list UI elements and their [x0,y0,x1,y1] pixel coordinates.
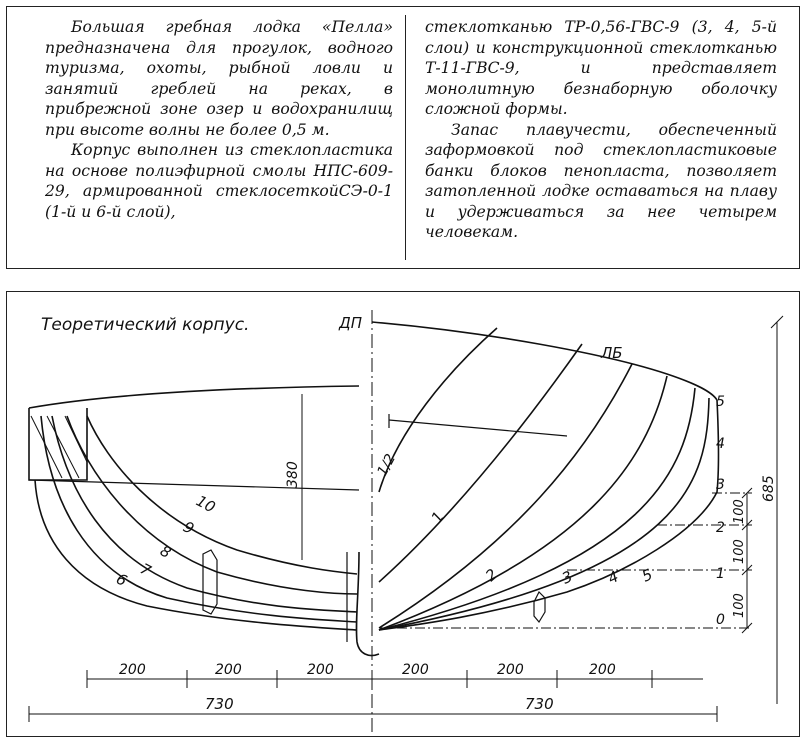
dim-200-label-4: 200 [402,662,429,678]
station-label-half: 1/2 [374,451,400,479]
keel-aft [356,552,379,656]
description-box [6,6,800,269]
station-label-1: 1 [427,508,448,527]
station-label-2: 2 [482,565,501,586]
station-label-6: 6 [113,569,131,591]
dim-100-label-2: 100 [732,539,747,564]
section-2 [379,364,632,628]
waterline-label-4: 4 [716,436,725,452]
paragraph-buoyancy: Запас плавучести, обеспеченный заформовкой под стеклопластиковые банки блоков пенопласта, позволяет затопленной лодке оставаться на плаву и удерживаться за нее четырем человекам. [425,120,777,241]
section-8 [52,416,357,612]
waterline-label-0: 0 [716,612,725,628]
section-1 [379,344,582,582]
station-label-8: 8 [157,541,175,563]
waterline-label-5: 5 [716,394,725,410]
dim-730-label-right: 730 [525,695,554,713]
section-half [379,328,497,492]
station-label-10: 10 [193,491,219,517]
station-label-5: 5 [639,565,656,586]
centerline-label: ДП [339,314,362,332]
waterline-label-3: 3 [716,477,725,493]
column-divider [405,15,406,260]
dim-100-label-3: 100 [732,593,747,618]
waterline-label-2: 2 [716,520,725,536]
paragraph-fabric: стеклотканью ТР-0,56-ГВС-9 (3, 4, 5-й слои) и конструкционной стеклотканью Т-11-ГВС-9, и представляет монолитную безнаборную оболочку сложной формы. [425,18,777,118]
fore-sections [372,322,719,630]
dim-200-label-3: 200 [307,662,334,678]
section-3 [379,376,667,630]
dim-380-label: 380 [285,461,301,488]
dim-200-label-6: 200 [589,662,616,678]
dim-200-label-1: 200 [119,662,146,678]
paragraph-purpose: Большая гребная лодка «Пелла» предназначена для прогулок, водного туризма, охоты, рыбной ловли и занятий греблей на реках, в прибрежной зоне озер и водохранилищ при высоте волны не более 0,5 м. [45,18,393,139]
station-label-3: 3 [559,567,576,588]
waterline-label-1: 1 [716,566,725,582]
section-4 [379,388,695,630]
drawing-title: Теоретический корпус. [41,315,250,335]
description-left-column [45,17,393,222]
dim-730-label-left: 730 [205,695,234,713]
dim-685-label: 685 [761,475,777,502]
body-plan-svg [7,292,801,738]
section-10 [87,416,357,574]
dim-200-label-2: 200 [215,662,242,678]
station-label-7: 7 [137,559,155,581]
paragraph-hull-material: Корпус выполнен из стеклопластика на основе полиэфирной смолы НПС-609-29, армированной стеклосеткойСЭ-0-1 (1-й и 6-й слой), [45,141,393,221]
frame-detail-aft [203,550,217,614]
body-plan-drawing [6,291,800,737]
sheer-label: ЛБ [601,344,623,362]
deck-level-aft [29,480,359,490]
aft-sections [29,386,379,656]
station-label-9: 9 [180,517,198,539]
frame-detail-fore [534,592,545,622]
sheer-line-aft [29,386,359,408]
sheer-line-fore [372,322,717,400]
dim-200-label-5: 200 [497,662,524,678]
description-right-column [425,17,777,243]
station-label-4: 4 [605,567,622,588]
chine-line [389,420,567,436]
dim-100-label-1: 100 [732,499,747,524]
